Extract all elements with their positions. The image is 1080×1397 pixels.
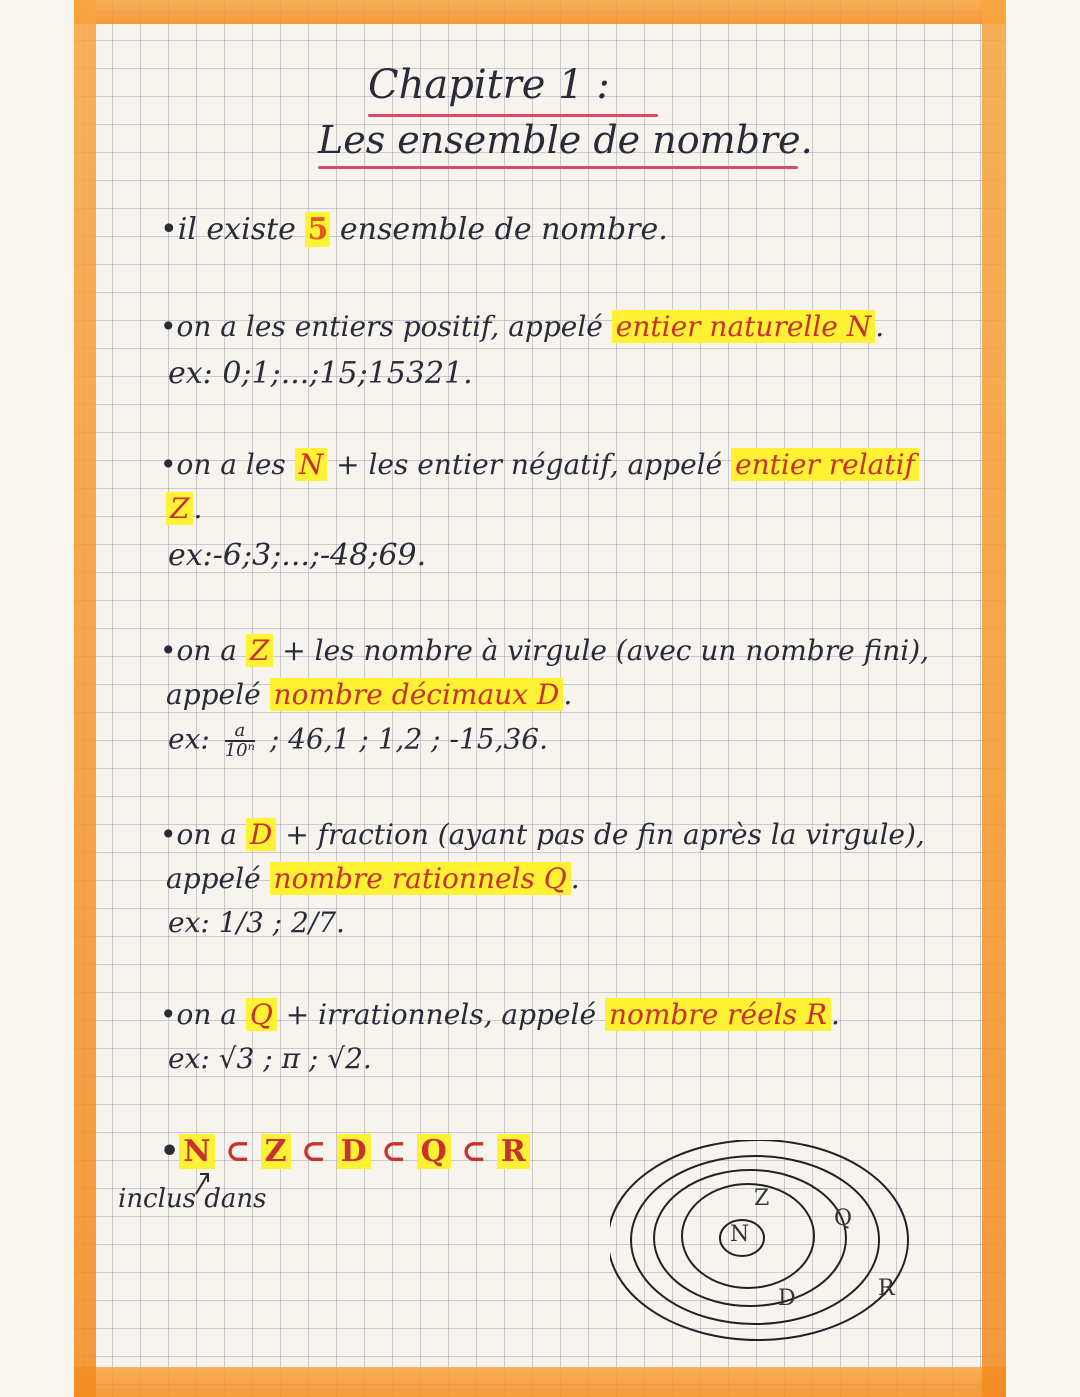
section-q-example: ex: 1/3 ; 2/7. — [168, 906, 345, 939]
section-d-rest: + les nombre à virgule (avec un nombre fini), — [282, 634, 930, 667]
section-q-highlight: nombre rationnels Q — [270, 862, 571, 895]
section-z-mid: + les entier négatif, appelé — [336, 448, 723, 481]
fraction-numerator: a — [225, 722, 255, 742]
inclusion-symbol-4: ⊂ — [461, 1134, 487, 1169]
intro-line — [160, 212, 668, 247]
section-d-line2-text: appelé — [166, 678, 261, 711]
section-d-end: . — [563, 678, 573, 711]
section-r-text: •on a — [160, 998, 237, 1031]
inclusion-chain — [160, 1134, 530, 1169]
inclusion-set-d: D — [337, 1134, 371, 1169]
section-r-highlight: nombre réels R — [605, 998, 831, 1031]
section-d-line2 — [166, 678, 572, 711]
orange-frame-top — [74, 0, 1006, 24]
diagram-label-r: R — [878, 1276, 895, 1301]
inclusion-symbol-1: ⊂ — [225, 1134, 251, 1169]
nested-sets-diagram — [610, 1140, 930, 1350]
title-underline-1 — [368, 114, 658, 117]
inclusion-bullet: • — [160, 1134, 180, 1169]
section-d-set: Z — [246, 634, 273, 667]
orange-frame-left — [74, 0, 96, 1397]
section-z-end: . — [193, 492, 203, 525]
fraction-denominator: 10ⁿ — [224, 740, 255, 761]
section-d-example — [168, 722, 548, 760]
intro-suffix: ensemble de nombre. — [339, 212, 668, 247]
section-d-example-prefix: ex: — [168, 722, 210, 756]
inclusion-annotation: inclus dans — [118, 1184, 267, 1214]
orange-frame-right — [982, 0, 1006, 1397]
diagram-label-d: D — [778, 1286, 796, 1311]
section-n-highlight: entier naturelle N — [612, 310, 876, 343]
title-underline-2 — [318, 166, 798, 169]
chapter-title: Chapitre 1 : — [368, 62, 610, 108]
inclusion-set-n: N — [179, 1134, 214, 1169]
intro-prefix: •il existe — [160, 212, 296, 247]
section-q-text: •on a — [160, 818, 237, 851]
section-q-end: . — [570, 862, 580, 895]
section-q-set: D — [246, 818, 276, 851]
inclusion-set-z: Z — [261, 1134, 291, 1169]
section-d-example-rest: ; 46,1 ; 1,2 ; -15,36. — [269, 722, 549, 756]
inclusion-symbol-3: ⊂ — [381, 1134, 407, 1169]
nested-ellipses — [610, 1140, 930, 1350]
section-z-line1 — [160, 448, 919, 481]
diagram-label-n: N — [730, 1222, 750, 1247]
inclusion-set-r: R — [497, 1134, 530, 1169]
section-r-line1 — [160, 998, 840, 1031]
section-q-rest: + fraction (ayant pas de fin après la virgule), — [285, 818, 925, 851]
fraction — [225, 722, 255, 760]
intro-number: 5 — [307, 212, 329, 247]
section-d-highlight: nombre décimaux D — [270, 678, 564, 711]
chapter-subtitle: Les ensemble de nombre. — [318, 118, 813, 162]
section-n-example: ex: 0;1;...;15;15321. — [168, 356, 473, 391]
diagram-label-q: Q — [834, 1206, 853, 1231]
section-r-mid: + irrationnels, appelé — [285, 998, 597, 1031]
section-z-set: N — [295, 448, 328, 481]
section-q-line1 — [160, 818, 925, 851]
ellipse-q — [631, 1156, 879, 1324]
section-r-end: . — [831, 998, 840, 1031]
section-n-line1 — [160, 310, 884, 343]
section-r-set: Q — [246, 998, 277, 1031]
section-n-text: •on a les entiers positif, appelé — [160, 310, 603, 343]
section-z-example: ex:-6;3;...;-48;69. — [168, 538, 427, 573]
orange-frame-bottom — [74, 1367, 1006, 1397]
section-z-line2 — [166, 492, 202, 525]
section-z-text: •on a les — [160, 448, 286, 481]
section-z-highlight: entier relatif — [731, 448, 919, 481]
section-q-line2-text: appelé — [166, 862, 261, 895]
section-z-symbol: Z — [166, 492, 193, 525]
section-d-line1 — [160, 634, 929, 667]
inclusion-set-q: Q — [417, 1134, 451, 1169]
section-n-end: . — [875, 310, 885, 343]
inclusion-symbol-2: ⊂ — [301, 1134, 327, 1169]
section-q-line2 — [166, 862, 580, 895]
section-d-text: •on a — [160, 634, 237, 667]
diagram-label-z: Z — [754, 1186, 770, 1211]
section-r-example: ex: √3 ; π ; √2. — [168, 1042, 372, 1075]
